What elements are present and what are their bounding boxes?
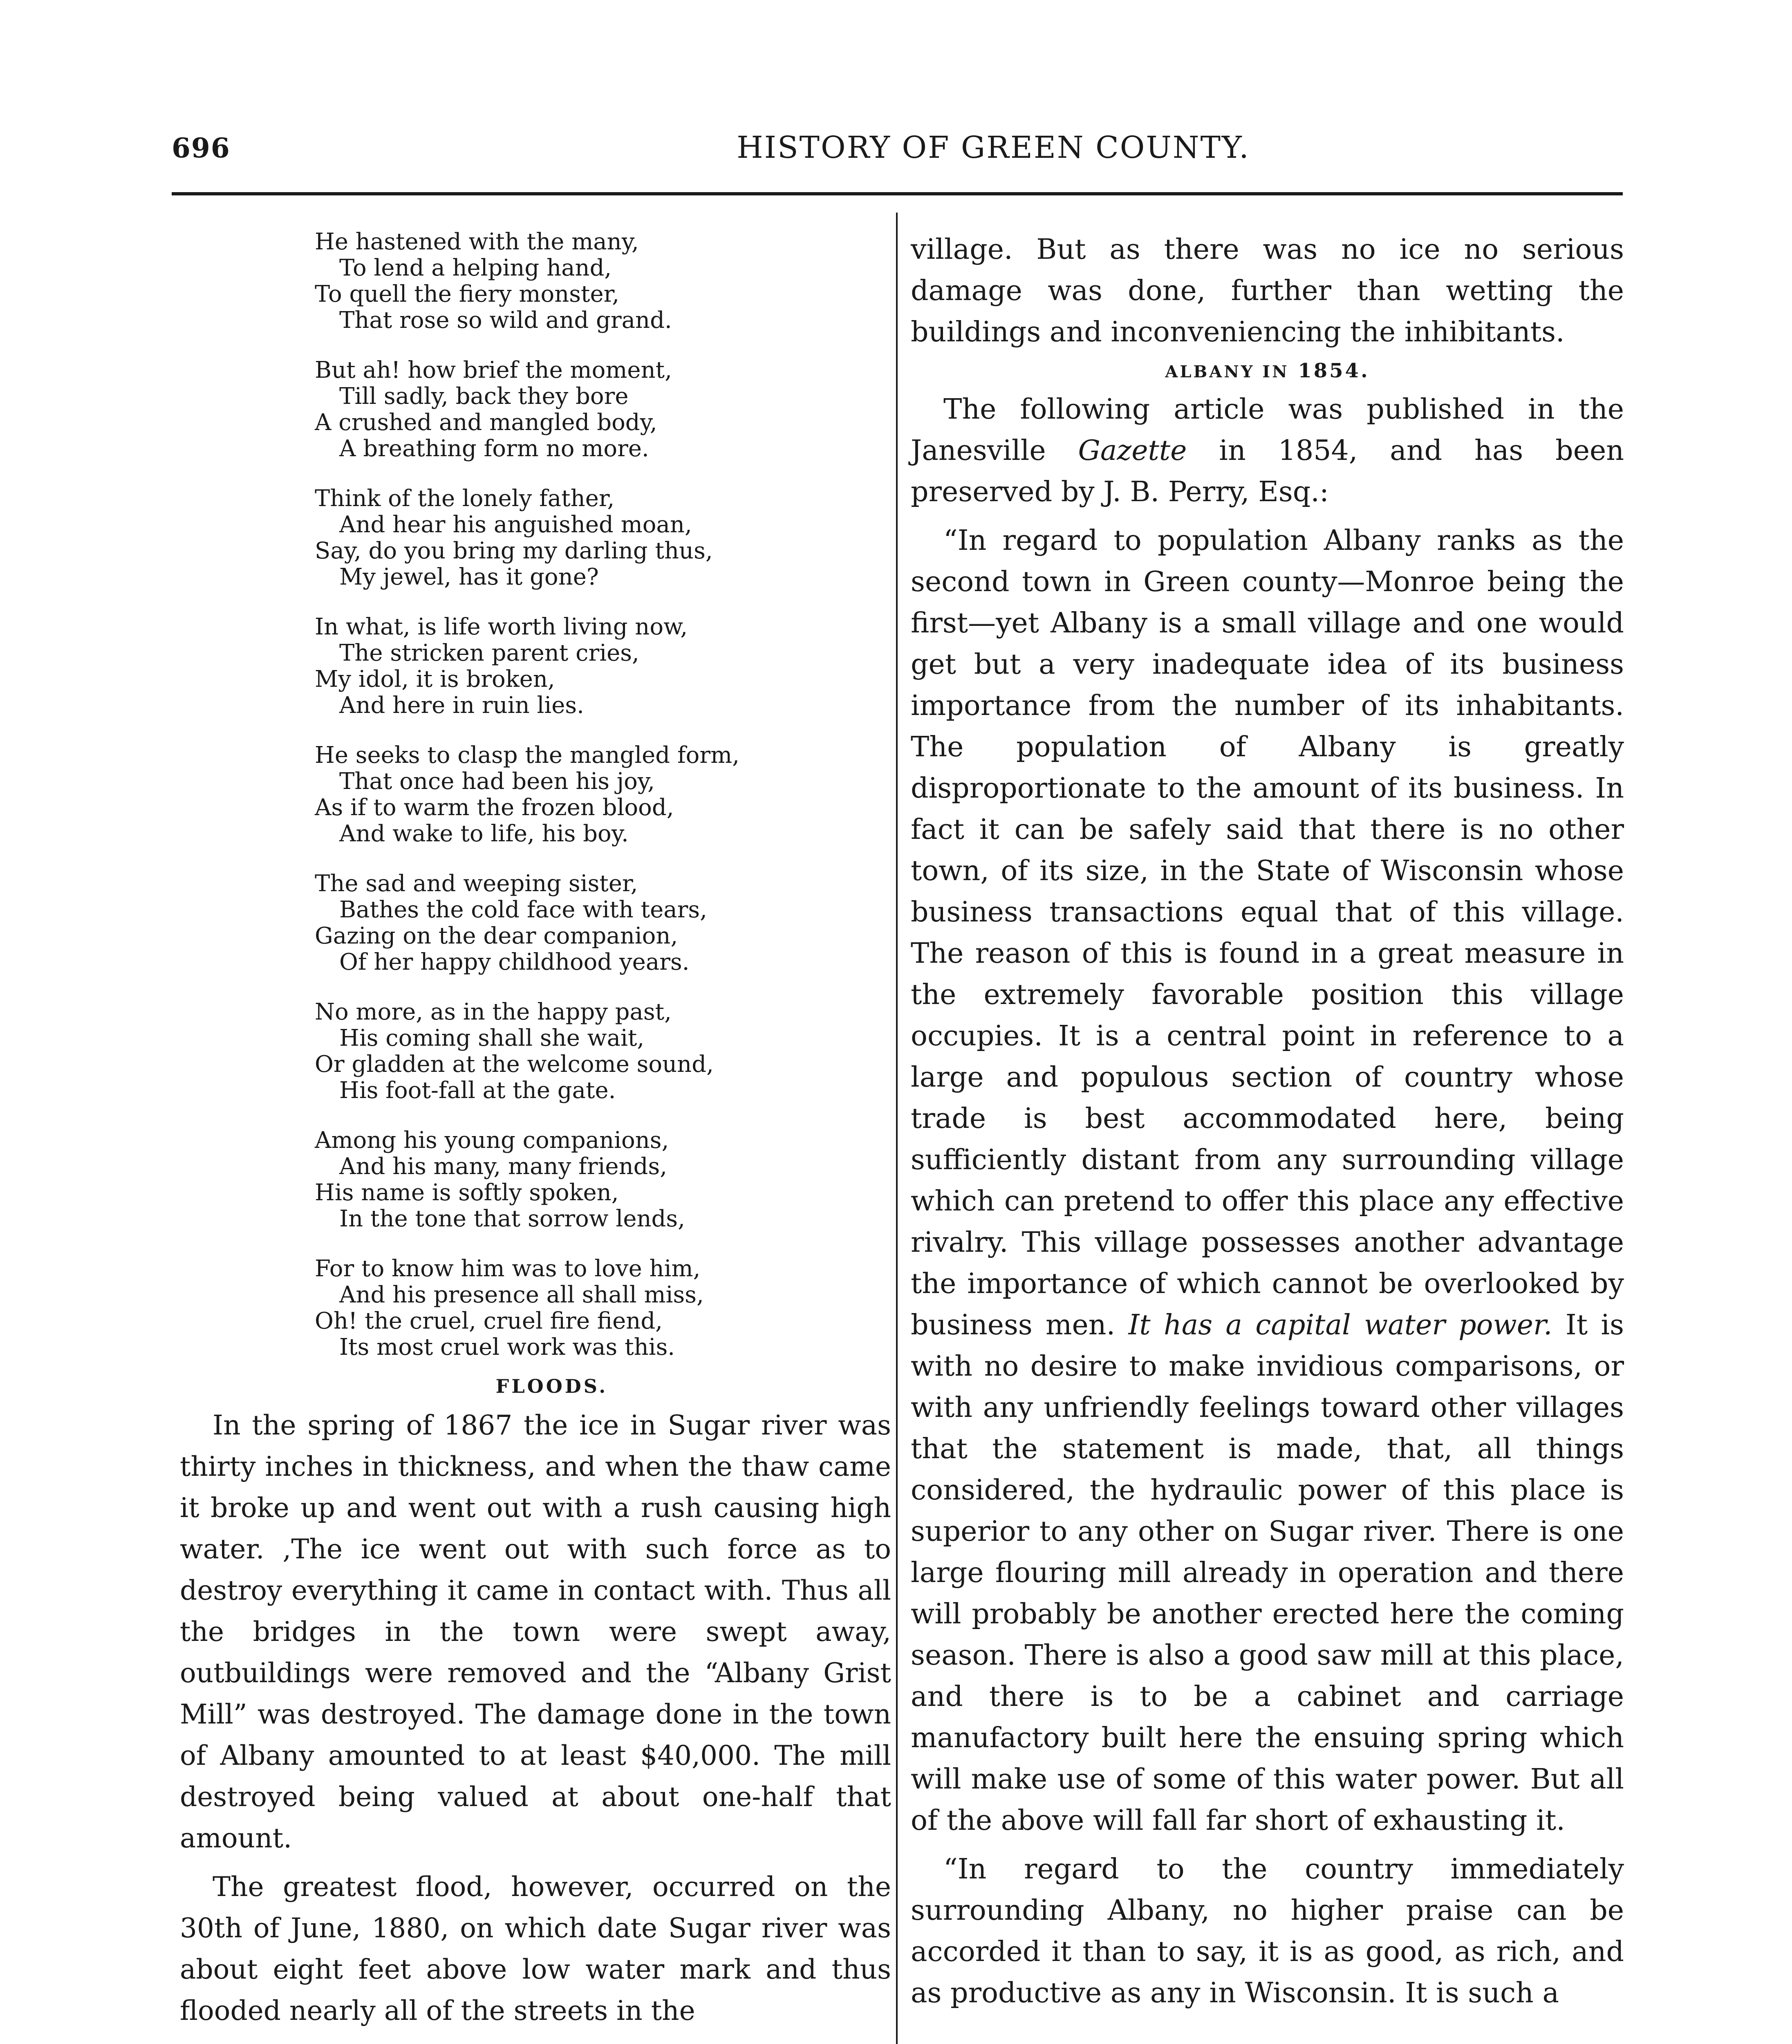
- albany-quote-paragraph-2: “In regard to the country immediately surrounding Albany, no higher praise can be accorded it than to say, it is as good, as rich, and as productive as any in Wisconsin. It is such a: [911, 1853, 1624, 2009]
- albany-intro-paragraph: [911, 389, 1624, 513]
- poem-stanza: [315, 999, 891, 1104]
- poem-stanza: [315, 1256, 891, 1360]
- page-number: 696: [172, 132, 231, 164]
- floods-paragraph-1: In the spring of 1867 the ice in Sugar river was thirty inches in thickness, and when the thaw came it broke up and went out with a rush causing high water. ,The ice went out with such force as to destroy everything it came in contact with. Thus all the bridges in the town were swept away, outbuildings were removed and the “Albany Grist Mill” was destroyed. The damage done in the town of Albany amounted to at least $40,000. The mill destroyed being valued at about one-half that amount.: [180, 1410, 891, 1854]
- poem-line: He hastened with the many,: [315, 229, 639, 255]
- poem-line: That once had been his joy,: [339, 768, 655, 795]
- quote-1-text-b: It is with no desire to make invidious comparisons, or with any unfriendly feelings toward other villages that the statement is made, that, all things considered, the hydraulic power of this place is superior to any other on Sugar river. There is one large flouring mill already in operation and there will probably be another erected here the coming season. There is also a good saw mill at this place, and there is to be a cabinet and carriage manufactory built here the ensuing spring which will make use of some of this water power. But all of the above will fall far short of exhausting it.: [911, 1309, 1624, 1837]
- poem-line: The stricken parent cries,: [339, 640, 639, 666]
- poem-line: Say, do you bring my darling thus,: [315, 538, 713, 564]
- poem-line: His coming shall she wait,: [339, 1025, 645, 1051]
- poem-stanza: [315, 1127, 891, 1232]
- poem-line: My jewel, has it gone?: [339, 564, 599, 590]
- poem-line: Among his young companions,: [315, 1127, 669, 1154]
- poem-line: He seeks to clasp the mangled form,: [315, 742, 740, 769]
- albany-heading-year: 1854.: [1298, 359, 1370, 382]
- poem-line: A crushed and mangled body,: [315, 409, 657, 436]
- albany-quote-paragraph-1: [911, 520, 1624, 1841]
- quote-1-italic: It has a capital water power.: [1128, 1309, 1552, 1341]
- column-divider: [896, 213, 898, 2044]
- poem-line: And hear his anguished moan,: [339, 511, 692, 538]
- floods-paragraph-2: The greatest flood, however, occurred on the 30th of June, 1880, on which date Sugar river was about eight feet above low water mark and thus flooded nearly all of the streets in the: [180, 1871, 891, 2026]
- poem-line: For to know him was to love him,: [315, 1255, 701, 1282]
- poem-stanza: [315, 486, 891, 590]
- poem-line: In what, is life worth living now,: [315, 614, 688, 640]
- poem-line: To lend a helping hand,: [339, 255, 612, 281]
- poem-line: Its most cruel work was this.: [339, 1334, 675, 1360]
- poem-line: As if to warm the frozen blood,: [315, 794, 674, 821]
- poem-line: Bathes the cold face with tears,: [339, 896, 707, 923]
- poem-line: That rose so wild and grand.: [339, 307, 672, 334]
- poem-stanza: [315, 357, 891, 462]
- running-title: HISTORY OF GREEN COUNTY.: [737, 130, 1250, 165]
- poem-line: And his many, many friends,: [339, 1153, 668, 1180]
- poem: [315, 229, 891, 1360]
- poem-line: To quell the fiery monster,: [315, 281, 620, 307]
- right-column: [911, 229, 1624, 2014]
- poem-line: Think of the lonely father,: [315, 485, 615, 512]
- poem-line: Or gladden at the welcome sound,: [315, 1051, 714, 1078]
- poem-line: And wake to life, his boy.: [339, 820, 629, 847]
- albany-heading-label: ALBANY IN: [1165, 362, 1289, 381]
- poem-line: Gazing on the dear companion,: [315, 923, 678, 949]
- poem-line: No more, as in the happy past,: [315, 999, 672, 1025]
- poem-line: Of her happy childhood years.: [339, 949, 690, 975]
- poem-line: The sad and weeping sister,: [315, 870, 638, 897]
- poem-stanza: [315, 742, 891, 847]
- poem-line: My idol, it is broken,: [315, 666, 555, 693]
- poem-stanza: [315, 871, 891, 975]
- albany-intro-text-b: in 1854, and has been preserved by J. B. Perry, Esq.:: [911, 435, 1624, 508]
- gazette-title: Gazette: [1078, 435, 1187, 467]
- albany-heading: [911, 353, 1624, 389]
- albany-intro-text-a: The following article was published in the Janesville: [911, 393, 1624, 467]
- quote-1-text-a: “In regard to population Albany ranks as the second town in Green county—Monroe being the first—yet Albany is a small village and one would get but a very inadequate idea of its business importance from the number of its inhabitants. The population of Albany is greatly disproportionate to the amount of its business. In fact it can be safely said that there is no other town, of its size, in the State of Wisconsin whose business transactions equal that of this village. The reason of this is found in a great measure in the extremely favorable position this village occupies. It is a central point in reference to a large and populous section of country whose trade is best accommodated here, being sufficiently distant from any surrounding village which can pretend to offer this place any effective rivalry. This village possesses another advantage the importance of which cannot be overlooked by business men.: [911, 524, 1624, 1341]
- poem-line: His name is softly spoken,: [315, 1179, 619, 1206]
- poem-line: His foot-fall at the gate.: [339, 1077, 616, 1104]
- poem-line: But ah! how brief the moment,: [315, 357, 672, 383]
- floods-heading: FLOODS.: [495, 1375, 608, 1397]
- poem-stanza: [315, 229, 891, 334]
- poem-line: And here in ruin lies.: [339, 692, 584, 719]
- header-rule: [172, 192, 1623, 195]
- poem-line: A breathing form no more.: [339, 435, 649, 462]
- left-column: [180, 229, 891, 2031]
- poem-line: Till sadly, back they bore: [339, 383, 629, 410]
- poem-line: Oh! the cruel, cruel fire fiend,: [315, 1308, 663, 1334]
- poem-line: In the tone that sorrow lends,: [339, 1206, 685, 1232]
- poem-stanza: [315, 614, 891, 719]
- floods-continuation: village. But as there was no ice no serious damage was done, further than wetting the buildings and inconveniencing the inhibitants.: [911, 233, 1624, 348]
- poem-line: And his presence all shall miss,: [339, 1282, 704, 1308]
